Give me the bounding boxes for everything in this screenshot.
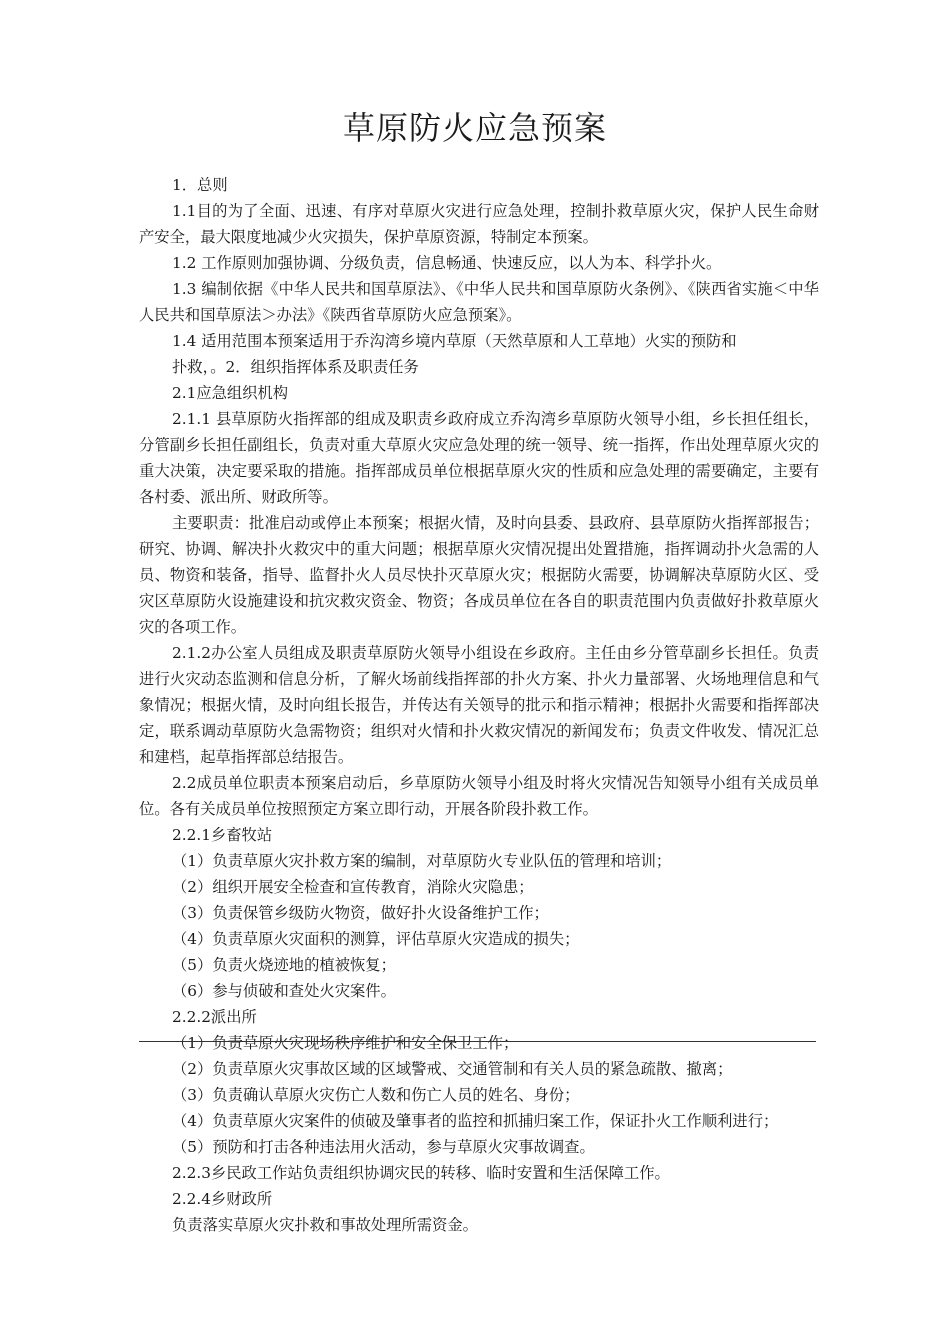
paragraph-finance-duty: 负责落实草原火灾扑救和事故处理所需资金。 (172, 1216, 478, 1234)
paragraph-purpose: 1.1目的为了全面、迅速、有序对草原火灾进行应急处理，控制扑救草原火灾，保护人民生命财产安全，最大限度地减少火灾损失，保护草原资源，特制定本预案。 (139, 202, 819, 246)
section-heading-organization: 2.1应急组织机构 (172, 384, 289, 402)
section-heading-general: 1．总则 (172, 176, 228, 194)
list-item: （3）负责保管乡级防火物资，做好扑火设备维护工作； (172, 904, 549, 922)
paragraph-member-units: 2.2成员单位职责本预案启动后，乡草原防火领导小组及时将火灾情况告知领导小组有关成员单位。各有关成员单位按照预定方案立即行动，开展各阶段扑救工作。 (139, 774, 819, 818)
list-item: （5）负责火烧迹地的植被恢复； (172, 956, 396, 974)
paragraph-principles: 1.2 工作原则加强协调、分级负责，信息畅通、快速反应，以人为本、科学扑火。 (172, 254, 722, 272)
list-item: （2）负责草原火灾事故区域的区域警戒、交通管制和有关人员的紧急疏散、撤离； (172, 1060, 733, 1078)
paragraph-scope-continued: 扑救，。2．组织指挥体系及职责任务 (172, 358, 419, 376)
list-item: （5）预防和打击各种违法用火活动，参与草原火灾事故调查。 (172, 1138, 595, 1156)
document-body (139, 172, 819, 1238)
document-title: 草原防火应急预案 (342, 109, 607, 147)
section-heading-police-station: 2.2.2派出所 (172, 1008, 257, 1026)
horizontal-rule (139, 1041, 816, 1042)
paragraph-civil-affairs: 2.2.3乡民政工作站负责组织协调灾民的转移、临时安置和生活保障工作。 (172, 1164, 670, 1182)
list-item: （4）负责草原火灾案件的侦破及肇事者的监控和抓捕归案工作，保证扑火工作顺利进行； (172, 1112, 779, 1130)
list-item: （6）参与侦破和查处火灾案件。 (172, 982, 396, 1000)
list-item: （3）负责确认草原火灾伤亡人数和伤亡人员的姓名、身份； (172, 1086, 580, 1104)
paragraph-main-duties: 主要职责：批准启动或停止本预案；根据火情，及时向县委、县政府、县草原防火指挥部报告；研究、协调、解决扑火救灾中的重大问题；根据草原火灾情况提出处置措施，指挥调动扑火急需的人员、物资和装备，指导、监督扑火人员尽快扑灭草原火灾；根据防火需要，协调解决草原防火区、受灾区草原防火设施建设和抗灾救灾资金、物资；各成员单位在各自的职责范围内负责做好扑救草原火灾的各项工作。 (139, 514, 819, 636)
paragraph-scope: 1.4 适用范围本预案适用于乔沟湾乡境内草原（天然草原和人工草地）火实的预防和 (172, 332, 737, 350)
section-heading-finance-office: 2.2.4乡财政所 (172, 1190, 273, 1208)
list-item: （4）负责草原火灾面积的测算，评估草原火灾造成的损失； (172, 930, 580, 948)
list-item: （1）负责草原火灾扑救方案的编制，对草原防火专业队伍的管理和培训； (172, 852, 672, 870)
list-item: （1）负责草原火灾现场秩序维护和安全保卫工作； (172, 1034, 519, 1052)
paragraph-basis: 1.3 编制依据《中华人民共和国草原法》、《中华人民共和国草原防火条例》、《陕西省实施＜中华人民共和国草原法＞办法》《陕西省草原防火应急预案》。 (139, 280, 819, 324)
paragraph-headquarters: 2.1.1 县草原防火指挥部的组成及职责乡政府成立乔沟湾乡草原防火领导小组，乡长担任组长，分管副乡长担任副组长，负责对重大草原火灾应急处理的统一领导、统一指挥，作出处理草原火灾的重大决策，决定要采取的措施。指挥部成员单位根据草原火灾的性质和应急处理的需要确定，主要有各村委、派出所、财政所等。 (139, 410, 819, 506)
list-item: （2）组织开展安全检查和宣传教育，消除火灾隐患； (172, 878, 534, 896)
section-heading-livestock-station: 2.2.1乡畜牧站 (172, 826, 273, 844)
paragraph-office: 2.1.2办公室人员组成及职责草原防火领导小组设在乡政府。主任由乡分管草副乡长担任。负责进行火灾动态监测和信息分析，了解火场前线指挥部的扑火方案、扑火力量部署、火场地理信息和气象情况；根据火情，及时向组长报告，并传达有关领导的批示和指示精神；根据扑火需要和指挥部决定，联系调动草原防火急需物资；组织对火情和扑火救灾情况的新闻发布；负责文件收发、情况汇总和建档，起草指挥部总结报告。 (139, 644, 819, 766)
